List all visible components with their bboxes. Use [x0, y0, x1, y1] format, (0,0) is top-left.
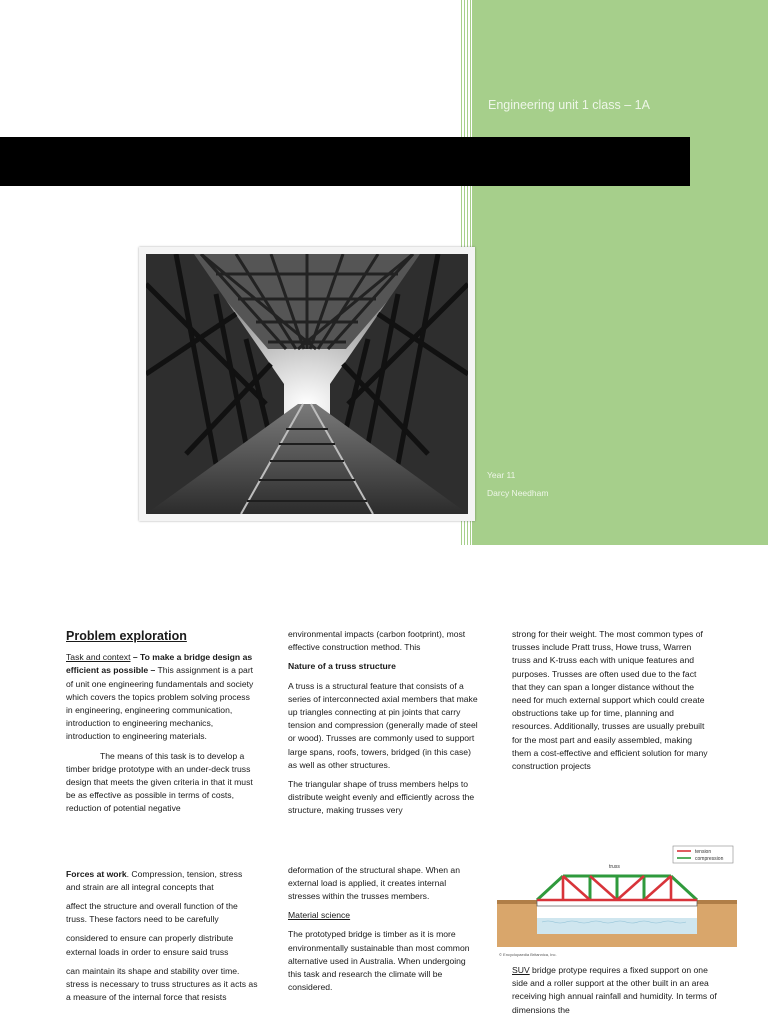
title-bar	[0, 137, 690, 186]
figure-credit: © Encyclopaedia Britannica, Inc.	[499, 952, 557, 957]
task-context-paragraph	[66, 651, 258, 743]
truss-diagram	[497, 842, 737, 960]
cover-subtitle: Engineering unit 1 class – 1A	[488, 98, 650, 112]
column-2	[288, 628, 480, 1000]
cover-year: Year 11	[487, 470, 516, 480]
section-heading-problem-exploration: Problem exploration	[66, 629, 187, 643]
forces-label: Forces at work	[66, 868, 127, 879]
suv-paragraph	[512, 964, 718, 1017]
truss-types-paragraph: strong for their weight. The most common types of trusses include Pratt truss, Howe truss, Warren truss and K-truss each with unique features and purposes. Trusses are often used due to the fact that they can span a longer distance without the need for much external support which could create obstructions take up for time, planning and resources. Additionally, trusses are usually prebuilt for the most part and easily assembled, making them a cost-effective and efficient solution for many construction projects	[512, 629, 708, 772]
forces-paragraph-4: can maintain its shape and stability over time. stress is necessary to truss structures as it acts as a measure of the internal force that resists	[66, 965, 258, 1003]
task-means-paragraph: The means of this task is to develop a timber bridge prototype with an under-deck truss design that meets the given criteria in that it must be as effective as possible in terms of costs, reduction of potential negative	[66, 750, 253, 814]
suv-label: SUV	[512, 965, 530, 975]
material-science-paragraph: The prototyped bridge is timber as it is more environmentally sustainable than most common alternative used in Australia. When undergoing this task and research the climate will be considered.	[288, 929, 470, 993]
suv-text: bridge protype requires a fixed support on one side and a roller support at the other built in an area receiving high annual rainfall and humidity. In terms of dimensions the	[512, 965, 717, 1015]
truss-nature-paragraph-1: A truss is a structural feature that consists of a series of interconnected axial members that make up triangles connecting at pin joints that carry tension and compression (generally made of steel or wood). Trusses are commonly used to support large spans, roofs, towers, bridged (in this case) as well as other structures.	[288, 680, 478, 770]
forces-paragraph-2: affect the structure and overall function of the truss. These factors need to be carefully	[66, 901, 238, 925]
cover-green-panel	[472, 0, 768, 545]
task-goal: – To make a bridge design as efficient as possible –	[66, 652, 253, 676]
material-science-heading: Material science	[288, 910, 351, 921]
truss-nature-paragraph-2: The triangular shape of truss members helps to distribute weight evenly and efficiently across the structure, making trusses very	[288, 779, 475, 816]
deformation-paragraph: deformation of the structural shape. When an external load is applied, it creates internal stresses within the trusses members.	[288, 864, 460, 902]
column-3	[512, 628, 712, 779]
truss-nature-heading: Nature of a truss structure	[288, 661, 396, 672]
cover-photo	[139, 247, 475, 521]
forces-paragraph-3: considered to ensure can properly distribute external loads in order to ensure said truss	[66, 933, 234, 957]
legend-compression-label: compression	[695, 856, 724, 862]
task-context-label: Task and context	[66, 652, 131, 663]
legend-tension-label: tension	[695, 849, 712, 855]
truss-label: truss	[609, 864, 620, 870]
column-1	[66, 628, 258, 1010]
task-description: This assignment is a part of unit one engineering fundamentals and society which covers the topics problem solving process in engineering, engineering communication, introduction to engineering mechanics, introduction to engineering materials.	[66, 665, 254, 742]
forces-paragraph: Forces at work. Compression, tension, stress and strain are all integral concepts that	[66, 868, 243, 892]
cover-author: Darcy Needham	[487, 488, 549, 498]
col2-continuation: environmental impacts (carbon footprint), most effective construction method. This	[288, 629, 466, 653]
railway-bridge-image	[146, 254, 468, 514]
